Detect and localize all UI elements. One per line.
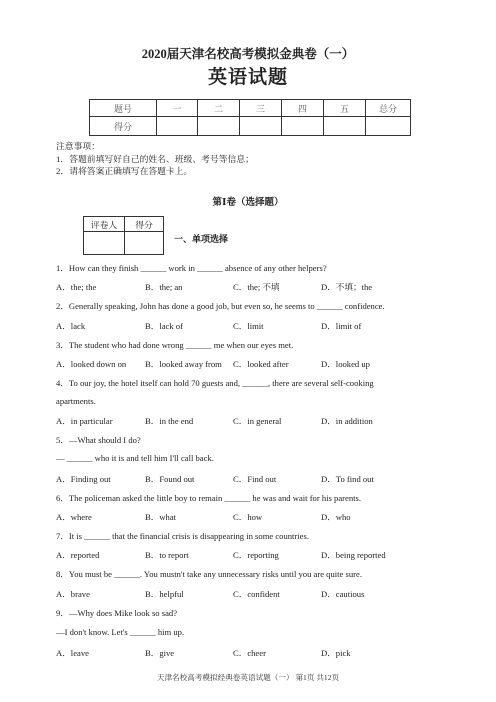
option: D．limit of: [321, 321, 362, 331]
option: C．confident: [233, 589, 280, 599]
option: A．lack: [56, 321, 86, 331]
score-row-label: 得分: [90, 117, 157, 136]
options-row: [56, 549, 476, 561]
option: D．who: [321, 512, 351, 522]
option: B．in the end: [145, 416, 194, 426]
options-row: [56, 415, 476, 427]
options-row: [56, 473, 476, 485]
score-table: [89, 99, 411, 136]
note-item: 1．答题前填写好自己的姓名、班级、考号等信息；: [56, 153, 254, 164]
score-cell: [157, 117, 198, 136]
option: C．how: [233, 512, 263, 522]
score-cell: [198, 117, 240, 136]
option: D．pick: [321, 648, 351, 658]
score-cell: [366, 117, 411, 136]
part-title: 一、单项选择: [174, 234, 229, 244]
options-row: [56, 320, 476, 332]
score-header-cell: 总分: [366, 100, 411, 117]
grader-cell: [84, 232, 125, 255]
option: D．looked up: [321, 359, 370, 369]
notes-heading: 注意事项：: [56, 141, 100, 151]
option: A．where: [56, 512, 92, 522]
question-stem: 3．The student who had done wrong ______ me when our eyes met.: [56, 340, 294, 350]
question-stem-continued: —I don't know. Let's ______ him up.: [56, 627, 185, 637]
option: D．不填；the: [321, 282, 373, 292]
exam-title: 2020届天津名校高考模拟金典卷（一）: [141, 47, 355, 61]
option: C．the; 不填: [233, 282, 280, 292]
note-item: 2．请将答案正确填写在答题卡上。: [56, 166, 193, 176]
option: B．what: [145, 512, 177, 522]
score-cell: [240, 117, 282, 136]
score-cell: [282, 117, 324, 136]
grader-cell: [125, 232, 164, 255]
score-header-cell: 题号: [90, 100, 157, 117]
option: B．give: [145, 648, 175, 658]
options-row: [56, 511, 476, 523]
question-stem: 7．It is ______ that the financial crisis is disappearing in some countries.: [56, 531, 309, 541]
option: B．looked away from: [145, 359, 222, 369]
option: B．to report: [145, 550, 189, 560]
section-title: 第Ⅰ卷（选择题）: [212, 198, 284, 208]
score-header-cell: 四: [282, 100, 324, 117]
grader-header: 得分: [125, 217, 164, 232]
option: C．limit: [233, 321, 264, 331]
page-footer: 天津名校高考模拟经典卷英语试题（一） 第1页 共12页: [156, 673, 340, 682]
option: C．cheer: [233, 648, 266, 658]
option: D．To find out: [321, 474, 374, 484]
question-stem: 9．—Why does Mike look so sad?: [56, 608, 178, 618]
option: B．helpful: [145, 589, 184, 599]
score-header-cell: 一: [157, 100, 198, 117]
option: C．in general: [233, 416, 282, 426]
option: D．being reported: [321, 550, 386, 560]
question-stem-continued: — ______ who it is and tell him I'll call back.: [56, 453, 214, 463]
score-header-cell: 三: [240, 100, 282, 117]
options-row: [56, 588, 476, 600]
option: C．reporting: [233, 550, 279, 560]
option: A．looked down on: [56, 359, 127, 369]
option: A．reported: [56, 550, 100, 560]
score-cell: [324, 117, 366, 136]
option: A．brave: [56, 589, 90, 599]
question-stem: 1．How can they finish ______ work in ______ absence of any other helpers?: [56, 263, 327, 273]
question-stem: 2．Generally speaking, John has done a good job, but even so, he seems to ______ confidence.: [56, 301, 385, 311]
score-header-cell: 二: [198, 100, 240, 117]
question-stem: 4．To our joy, the hotel itself can hold 70 guests and, ______, there are several self-cooking: [56, 378, 374, 388]
notes: [56, 140, 254, 178]
options-row: [56, 358, 476, 370]
question-stem-continued: apartments.: [56, 396, 96, 406]
question-stem: 6．The policeman asked the little boy to remain ______ he was and wait for his parents.: [56, 493, 361, 503]
grader-table: [83, 216, 164, 255]
grader-header: 评卷人: [84, 217, 125, 232]
option: B．the; an: [145, 282, 183, 292]
option: B．Found out: [145, 474, 195, 484]
option: C．looked after: [233, 359, 289, 369]
question-stem: 8．You must be ______. You mustn't take any unnecessary risks until you are quite sure.: [56, 569, 362, 579]
option: A．in particular: [56, 416, 113, 426]
options-row: [56, 647, 476, 659]
option: B．lack of: [145, 321, 183, 331]
option: D．in addition: [321, 416, 373, 426]
option: A．the; the: [56, 282, 97, 292]
question-stem: 5．—What should I do?: [56, 435, 141, 445]
option: C．Find out: [233, 474, 277, 484]
exam-subtitle: 英语试题: [207, 67, 288, 88]
option: A．leave: [56, 648, 89, 658]
option: D．cautious: [321, 589, 365, 599]
option: A．Finding out: [56, 474, 111, 484]
score-header-cell: 五: [324, 100, 366, 117]
options-row: [56, 281, 476, 293]
